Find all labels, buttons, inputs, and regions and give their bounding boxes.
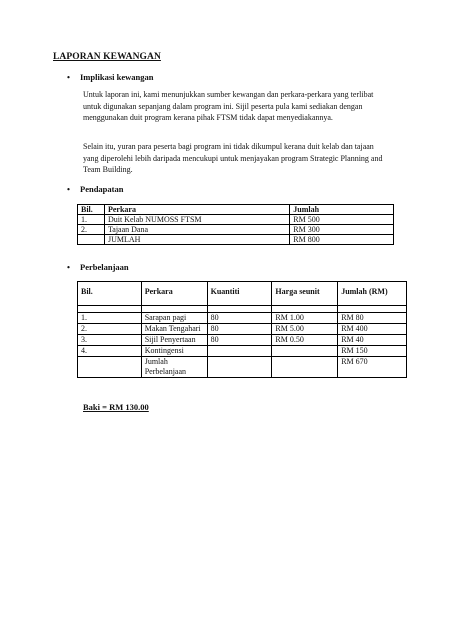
table-cell: 80 xyxy=(207,324,272,335)
table-row xyxy=(78,225,394,235)
section-heading-pendapatan xyxy=(67,184,123,194)
column-header: Bil. xyxy=(78,205,105,215)
section-heading-label: Perbelanjaan xyxy=(80,262,129,272)
column-header: Jumlah xyxy=(290,205,394,215)
table-cell: 3. xyxy=(78,335,142,346)
section-heading-label: Pendapatan xyxy=(80,184,124,194)
column-header: Kuantiti xyxy=(207,282,272,306)
paragraph-1: Untuk laporan ini, kami menunjukkan sumber kewangan dan perkara-perkara yang terlibat untuk digunakan sepanjang dalam program ini. Sijil peserta pula kami sediakan dengan menggunakan duit program kerana pihak FTSM tidak dapat menyediakannya. xyxy=(83,90,374,122)
column-header: Harga seunit xyxy=(272,282,338,306)
table-cell: RM 5.00 xyxy=(272,324,338,335)
table-cell: Jumlah Perbelanjaan xyxy=(141,357,207,378)
table-cell xyxy=(78,357,142,378)
table-cell: 80 xyxy=(207,313,272,324)
column-header: Perkara xyxy=(141,282,207,306)
bullet-icon: • xyxy=(67,72,70,82)
table-cell: RM 40 xyxy=(338,335,407,346)
section-heading-perbelanjaan xyxy=(67,262,129,272)
page-title: LAPORAN KEWANGAN xyxy=(53,52,161,62)
table-cell: RM 670 xyxy=(338,357,407,378)
table-row xyxy=(78,313,407,324)
table-cell: RM 80 xyxy=(338,313,407,324)
table-cell: 2. xyxy=(78,225,105,235)
table-cell: RM 1.00 xyxy=(272,313,338,324)
table-cell: Tajaan Dana xyxy=(104,225,289,235)
table-cell xyxy=(207,357,272,378)
table-cell: RM 400 xyxy=(338,324,407,335)
table-spacer-row xyxy=(78,306,407,313)
table-header-row xyxy=(78,282,407,306)
bullet-icon: • xyxy=(67,262,70,272)
table-cell: Makan Tengahari xyxy=(141,324,207,335)
table-row xyxy=(78,335,407,346)
paragraph-2: Selain itu, yuran para peserta bagi program ini tidak dikumpul kerana duit kelab dan tajaan yang diperolehi lebih daripada mencukupi untuk menjayakan program Strategic Planning and Team Building. xyxy=(83,142,383,174)
expense-table xyxy=(77,281,407,378)
table-cell: RM 0.50 xyxy=(272,335,338,346)
table-cell xyxy=(272,357,338,378)
table-cell: Sarapan pagi xyxy=(141,313,207,324)
table-cell: JUMLAH xyxy=(104,235,289,245)
table-cell: RM 150 xyxy=(338,346,407,357)
table-cell xyxy=(272,346,338,357)
section-heading-implikasi xyxy=(67,72,153,82)
table-cell: RM 300 xyxy=(290,225,394,235)
table-row xyxy=(78,357,407,378)
section-heading-label: Implikasi kewangan xyxy=(80,72,154,82)
table-header-row xyxy=(78,205,394,215)
table-cell: 4. xyxy=(78,346,142,357)
table-cell: Kontingensi xyxy=(141,346,207,357)
column-header: Jumlah (RM) xyxy=(338,282,407,306)
table-cell: 1. xyxy=(78,215,105,225)
balance-text: Baki = RM 130.00 xyxy=(83,402,149,412)
table-cell: RM 800 xyxy=(290,235,394,245)
table-cell: Duit Kelab NUMOSS FTSM xyxy=(104,215,289,225)
income-table xyxy=(77,204,394,245)
table-cell xyxy=(207,346,272,357)
table-cell: RM 500 xyxy=(290,215,394,225)
table-cell: 80 xyxy=(207,335,272,346)
table-cell: Sijil Penyertaan xyxy=(141,335,207,346)
table-cell: 1. xyxy=(78,313,142,324)
bullet-icon: • xyxy=(67,184,70,194)
table-row xyxy=(78,346,407,357)
table-cell xyxy=(78,235,105,245)
column-header: Bil. xyxy=(78,282,142,306)
table-row xyxy=(78,324,407,335)
table-row xyxy=(78,235,394,245)
column-header: Perkara xyxy=(104,205,289,215)
table-cell: 2. xyxy=(78,324,142,335)
table-row xyxy=(78,215,394,225)
